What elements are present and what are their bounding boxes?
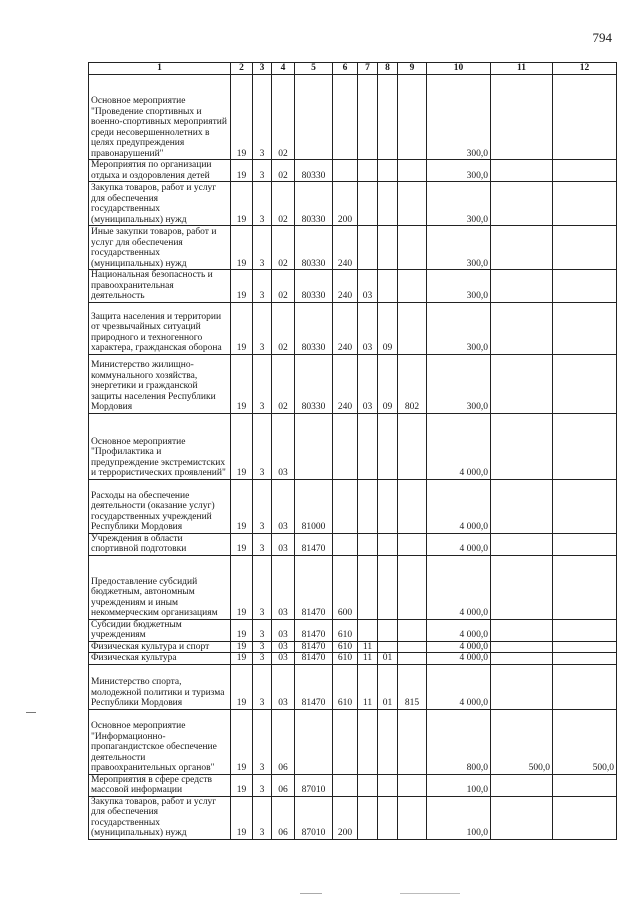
table-row xyxy=(89,354,617,413)
code-cell: 3 xyxy=(253,774,272,796)
header-cell: 12 xyxy=(553,63,617,75)
row-label: Национальная безопасность и правоохранительная деятельность xyxy=(89,270,231,303)
code-cell xyxy=(378,182,398,226)
amount-cell: 300,0 xyxy=(427,182,491,226)
row-label: Мероприятия по организации отдыха и оздоровления детей xyxy=(89,160,231,182)
code-cell: 3 xyxy=(253,533,272,555)
code-cell xyxy=(398,796,427,839)
code-cell xyxy=(398,160,427,182)
code-cell: 81470 xyxy=(295,619,333,641)
code-cell: 02 xyxy=(272,270,295,303)
code-cell xyxy=(378,270,398,303)
header-cell: 2 xyxy=(231,63,253,75)
code-cell: 11 xyxy=(358,653,378,665)
code-cell: 19 xyxy=(231,664,253,709)
amount-cell xyxy=(491,533,553,555)
amount-cell xyxy=(553,479,617,533)
row-label: Закупка товаров, работ и услуг для обеспечения государственных (муниципальных) нужд xyxy=(89,182,231,226)
code-cell xyxy=(358,413,378,479)
amount-cell xyxy=(491,160,553,182)
code-cell: 3 xyxy=(253,619,272,641)
amount-cell xyxy=(491,555,553,619)
code-cell xyxy=(398,709,427,774)
header-cell: 6 xyxy=(333,63,358,75)
code-cell: 02 xyxy=(272,354,295,413)
code-cell xyxy=(358,555,378,619)
code-cell: 03 xyxy=(272,619,295,641)
code-cell: 802 xyxy=(398,354,427,413)
code-cell: 815 xyxy=(398,664,427,709)
amount-cell xyxy=(491,182,553,226)
code-cell xyxy=(378,160,398,182)
table-row xyxy=(89,653,617,665)
amount-cell xyxy=(491,302,553,354)
amount-cell: 4 000,0 xyxy=(427,653,491,665)
code-cell: 03 xyxy=(358,354,378,413)
scan-mark xyxy=(400,893,460,894)
row-label: Защита населения и территории от чрезвычайных ситуаций природного и техногенного характера, гражданская оборона xyxy=(89,302,231,354)
amount-cell xyxy=(553,796,617,839)
amount-cell xyxy=(553,533,617,555)
code-cell: 81470 xyxy=(295,641,333,653)
row-label: Основное мероприятие "Проведение спортивных и военно-спортивных мероприятий среди несовершеннолетних в целях предупреждения правонарушений" xyxy=(89,75,231,160)
row-label: Иные закупки товаров, работ и услуг для обеспечения государственных (муниципальных) нужд xyxy=(89,226,231,270)
code-cell: 19 xyxy=(231,270,253,303)
code-cell: 02 xyxy=(272,75,295,160)
code-cell: 09 xyxy=(378,302,398,354)
row-label: Основное мероприятие "Профилактика и предупреждение экстремистских и террористических проявлений" xyxy=(89,413,231,479)
table-row xyxy=(89,302,617,354)
code-cell: 81000 xyxy=(295,479,333,533)
amount-cell xyxy=(553,182,617,226)
amount-cell xyxy=(491,354,553,413)
code-cell xyxy=(295,413,333,479)
code-cell xyxy=(398,182,427,226)
code-cell xyxy=(378,555,398,619)
code-cell xyxy=(378,533,398,555)
code-cell xyxy=(398,533,427,555)
amount-cell: 4 000,0 xyxy=(427,555,491,619)
amount-cell xyxy=(553,226,617,270)
code-cell: 19 xyxy=(231,226,253,270)
code-cell: 81470 xyxy=(295,653,333,665)
code-cell: 19 xyxy=(231,160,253,182)
amount-cell xyxy=(491,75,553,160)
code-cell: 03 xyxy=(358,270,378,303)
table-row xyxy=(89,641,617,653)
row-label: Физическая культура xyxy=(89,653,231,665)
row-label: Предоставление субсидий бюджетным, автономным учреждениям и иным некоммерческим организациям xyxy=(89,555,231,619)
table-row xyxy=(89,774,617,796)
amount-cell xyxy=(553,619,617,641)
code-cell xyxy=(378,619,398,641)
code-cell: 19 xyxy=(231,533,253,555)
code-cell xyxy=(378,226,398,270)
code-cell: 03 xyxy=(272,641,295,653)
code-cell xyxy=(358,160,378,182)
amount-cell: 4 000,0 xyxy=(427,479,491,533)
code-cell xyxy=(295,709,333,774)
header-cell: 10 xyxy=(427,63,491,75)
code-cell: 200 xyxy=(333,796,358,839)
code-cell: 02 xyxy=(272,182,295,226)
table-row xyxy=(89,160,617,182)
code-cell: 3 xyxy=(253,354,272,413)
code-cell: 06 xyxy=(272,774,295,796)
header-cell: 7 xyxy=(358,63,378,75)
amount-cell xyxy=(553,302,617,354)
amount-cell xyxy=(553,555,617,619)
budget-table xyxy=(88,62,617,840)
code-cell: 3 xyxy=(253,302,272,354)
row-label: Министерство спорта, молодежной политики и туризма Республики Мордовия xyxy=(89,664,231,709)
code-cell: 19 xyxy=(231,75,253,160)
code-cell xyxy=(378,413,398,479)
amount-cell: 4 000,0 xyxy=(427,664,491,709)
code-cell: 06 xyxy=(272,709,295,774)
code-cell: 01 xyxy=(378,653,398,665)
header-cell: 3 xyxy=(253,63,272,75)
code-cell: 240 xyxy=(333,226,358,270)
code-cell: 3 xyxy=(253,641,272,653)
table-row xyxy=(89,413,617,479)
code-cell xyxy=(358,774,378,796)
code-cell: 200 xyxy=(333,182,358,226)
code-cell: 610 xyxy=(333,619,358,641)
code-cell xyxy=(358,796,378,839)
table-row xyxy=(89,664,617,709)
code-cell: 19 xyxy=(231,641,253,653)
code-cell: 19 xyxy=(231,796,253,839)
amount-cell xyxy=(491,619,553,641)
code-cell xyxy=(295,75,333,160)
code-cell: 3 xyxy=(253,413,272,479)
code-cell: 3 xyxy=(253,796,272,839)
code-cell: 03 xyxy=(272,479,295,533)
header-cell: 1 xyxy=(89,63,231,75)
code-cell: 3 xyxy=(253,160,272,182)
code-cell xyxy=(358,619,378,641)
code-cell: 3 xyxy=(253,709,272,774)
amount-cell: 300,0 xyxy=(427,75,491,160)
row-label: Мероприятия в сфере средств массовой информации xyxy=(89,774,231,796)
code-cell: 19 xyxy=(231,653,253,665)
row-label: Министерство жилищно-коммунального хозяйства, энергетики и гражданской защиты населения Республики Мордовия xyxy=(89,354,231,413)
code-cell xyxy=(398,270,427,303)
code-cell: 610 xyxy=(333,641,358,653)
amount-cell: 500,0 xyxy=(553,709,617,774)
code-cell: 03 xyxy=(272,653,295,665)
amount-cell: 4 000,0 xyxy=(427,619,491,641)
code-cell xyxy=(378,774,398,796)
amount-cell: 300,0 xyxy=(427,270,491,303)
code-cell: 03 xyxy=(272,664,295,709)
amount-cell: 300,0 xyxy=(427,354,491,413)
code-cell: 240 xyxy=(333,302,358,354)
code-cell: 610 xyxy=(333,653,358,665)
table-row xyxy=(89,709,617,774)
code-cell: 3 xyxy=(253,664,272,709)
code-cell: 03 xyxy=(358,302,378,354)
code-cell: 80330 xyxy=(295,226,333,270)
code-cell: 19 xyxy=(231,182,253,226)
amount-cell xyxy=(491,664,553,709)
amount-cell xyxy=(491,774,553,796)
code-cell: 02 xyxy=(272,302,295,354)
code-cell xyxy=(358,709,378,774)
code-cell: 02 xyxy=(272,160,295,182)
amount-cell xyxy=(553,413,617,479)
code-cell xyxy=(333,774,358,796)
amount-cell xyxy=(491,479,553,533)
table-row xyxy=(89,479,617,533)
table-row xyxy=(89,182,617,226)
amount-cell xyxy=(553,160,617,182)
amount-cell xyxy=(491,796,553,839)
code-cell: 87010 xyxy=(295,796,333,839)
code-cell: 81470 xyxy=(295,555,333,619)
amount-cell: 4 000,0 xyxy=(427,641,491,653)
code-cell: 3 xyxy=(253,226,272,270)
amount-cell xyxy=(553,354,617,413)
code-cell: 3 xyxy=(253,270,272,303)
header-cell: 4 xyxy=(272,63,295,75)
amount-cell: 100,0 xyxy=(427,774,491,796)
amount-cell xyxy=(553,641,617,653)
code-cell: 3 xyxy=(253,75,272,160)
code-cell xyxy=(333,160,358,182)
code-cell xyxy=(398,75,427,160)
code-cell xyxy=(398,413,427,479)
code-cell: 80330 xyxy=(295,354,333,413)
row-label: Расходы на обеспечение деятельности (оказание услуг) государственных учреждений Республики Мордовия xyxy=(89,479,231,533)
amount-cell xyxy=(491,641,553,653)
amount-cell xyxy=(491,413,553,479)
code-cell: 240 xyxy=(333,354,358,413)
code-cell: 19 xyxy=(231,555,253,619)
code-cell: 87010 xyxy=(295,774,333,796)
code-cell: 3 xyxy=(253,555,272,619)
amount-cell xyxy=(491,226,553,270)
amount-cell: 4 000,0 xyxy=(427,533,491,555)
code-cell: 81470 xyxy=(295,664,333,709)
amount-cell xyxy=(553,664,617,709)
row-label: Учреждения в области спортивной подготовки xyxy=(89,533,231,555)
code-cell xyxy=(398,555,427,619)
amount-cell: 300,0 xyxy=(427,160,491,182)
code-cell: 03 xyxy=(272,413,295,479)
code-cell: 09 xyxy=(378,354,398,413)
code-cell: 240 xyxy=(333,270,358,303)
amount-cell: 300,0 xyxy=(427,226,491,270)
code-cell: 02 xyxy=(272,226,295,270)
code-cell: 80330 xyxy=(295,182,333,226)
code-cell: 80330 xyxy=(295,270,333,303)
code-cell xyxy=(358,75,378,160)
amount-cell xyxy=(553,75,617,160)
amount-cell: 100,0 xyxy=(427,796,491,839)
page-number: 794 xyxy=(592,30,612,45)
code-cell xyxy=(358,533,378,555)
code-cell xyxy=(398,226,427,270)
row-label: Физическая культура и спорт xyxy=(89,641,231,653)
code-cell: 3 xyxy=(253,653,272,665)
code-cell xyxy=(378,641,398,653)
table-body xyxy=(89,75,617,840)
code-cell: 3 xyxy=(253,182,272,226)
code-cell: 3 xyxy=(253,479,272,533)
code-cell xyxy=(398,479,427,533)
amount-cell xyxy=(491,653,553,665)
code-cell: 06 xyxy=(272,796,295,839)
amount-cell: 300,0 xyxy=(427,302,491,354)
code-cell: 80330 xyxy=(295,302,333,354)
code-cell xyxy=(333,413,358,479)
code-cell: 03 xyxy=(272,555,295,619)
amount-cell xyxy=(553,653,617,665)
code-cell xyxy=(378,479,398,533)
scan-mark xyxy=(26,712,36,713)
amount-cell xyxy=(553,270,617,303)
table-row xyxy=(89,619,617,641)
scan-mark xyxy=(300,893,322,894)
header-cell: 11 xyxy=(491,63,553,75)
row-label: Основное мероприятие "Информационно-пропагандистское обеспечение деятельности правоохранительных органов" xyxy=(89,709,231,774)
amount-cell: 800,0 xyxy=(427,709,491,774)
code-cell: 19 xyxy=(231,354,253,413)
header-row xyxy=(89,63,617,75)
code-cell xyxy=(333,75,358,160)
code-cell: 19 xyxy=(231,774,253,796)
amount-cell: 4 000,0 xyxy=(427,413,491,479)
code-cell: 80330 xyxy=(295,160,333,182)
code-cell xyxy=(358,182,378,226)
code-cell: 11 xyxy=(358,664,378,709)
row-label: Закупка товаров, работ и услуг для обеспечения государственных (муниципальных) нужд xyxy=(89,796,231,839)
code-cell: 19 xyxy=(231,302,253,354)
code-cell: 11 xyxy=(358,641,378,653)
code-cell: 610 xyxy=(333,664,358,709)
header-cell: 8 xyxy=(378,63,398,75)
code-cell xyxy=(333,479,358,533)
code-cell: 19 xyxy=(231,709,253,774)
code-cell xyxy=(333,709,358,774)
table-row xyxy=(89,555,617,619)
code-cell xyxy=(398,653,427,665)
code-cell: 600 xyxy=(333,555,358,619)
table-row xyxy=(89,533,617,555)
code-cell: 03 xyxy=(272,533,295,555)
code-cell xyxy=(333,533,358,555)
code-cell: 01 xyxy=(378,664,398,709)
code-cell xyxy=(378,709,398,774)
code-cell xyxy=(398,619,427,641)
header-cell: 9 xyxy=(398,63,427,75)
table-row xyxy=(89,226,617,270)
row-label: Субсидии бюджетным учреждениям xyxy=(89,619,231,641)
code-cell xyxy=(398,774,427,796)
code-cell xyxy=(358,479,378,533)
amount-cell xyxy=(553,774,617,796)
code-cell xyxy=(378,75,398,160)
table-row xyxy=(89,270,617,303)
code-cell xyxy=(398,302,427,354)
code-cell xyxy=(378,796,398,839)
amount-cell: 500,0 xyxy=(491,709,553,774)
code-cell xyxy=(398,641,427,653)
code-cell: 19 xyxy=(231,619,253,641)
amount-cell xyxy=(491,270,553,303)
code-cell: 19 xyxy=(231,413,253,479)
code-cell: 19 xyxy=(231,479,253,533)
table-row xyxy=(89,796,617,839)
table-row xyxy=(89,75,617,160)
header-cell: 5 xyxy=(295,63,333,75)
code-cell xyxy=(358,226,378,270)
code-cell: 81470 xyxy=(295,533,333,555)
